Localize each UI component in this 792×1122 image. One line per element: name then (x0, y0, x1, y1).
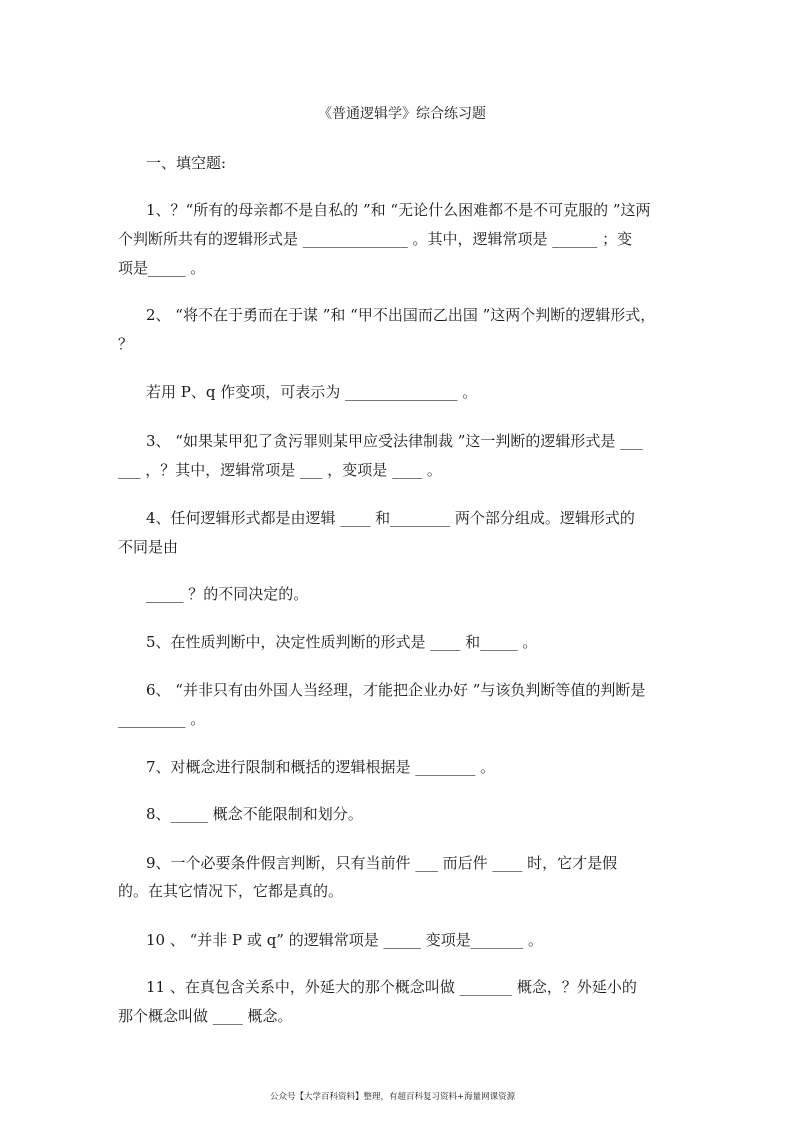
question-6-line-1: 6、 “并非只有由外国人当经理，才能把企业办好 ”与该负判断等值的判断是 (146, 681, 646, 699)
question-3-line-2: ___ ，？其中，逻辑常项是 ___ ，变项是 ____ 。 (118, 461, 442, 479)
question-6-line-2: _________ 。 (118, 710, 206, 728)
question-2-line-2: ？ (118, 335, 134, 353)
question-3-line-1: 3、 “如果某甲犯了贪污罪则某甲应受法律制裁 ”这一判断的逻辑形式是 ___ (146, 432, 643, 450)
question-4-line-3: _____ ？的不同决定的。 (146, 585, 309, 603)
section-heading: 一、填空题: (146, 154, 227, 172)
question-8-line-1: 8、_____ 概念不能限制和划分。 (146, 805, 363, 823)
question-10-line-1: 10 、 “并非 P 或 q” 的逻辑常项是 _____ 变项是_______ 。 (146, 931, 544, 949)
question-7-line-1: 7、对概念进行限制和概括的逻辑根据是 ________ 。 (146, 758, 496, 776)
question-4-line-1: 4、任何逻辑形式都是由逻辑 ____ 和________ 两个部分组成。逻辑形式的 (146, 509, 635, 527)
question-2-line-3: 若用 P、q 作变项，可表示为 _______________ 。 (146, 383, 478, 401)
question-4-line-2: 不同是由 (118, 538, 179, 556)
question-9-line-2: 的。在其它情况下，它都是真的。 (118, 882, 344, 900)
question-1-line-3: 项是_____ 。 (118, 259, 206, 277)
question-2-line-1: 2、 “将不在于勇而在于谋 ”和 “甲不出国而乙出国 ”这两个判断的逻辑形式， (146, 306, 656, 324)
page-footer: 公众号【大学百科资料】整理，有超百科复习资料+海量网课资源 (270, 1092, 516, 1102)
question-11-line-1: 11 、在真包含关系中，外延大的那个概念叫做 _______ 概念，？外延小的 (146, 978, 637, 996)
question-1-line-2: 个判断所共有的逻辑形式是 ______________ 。其中，逻辑常项是 ______ ；变 (118, 230, 633, 248)
question-5-line-1: 5、在性质判断中，决定性质判断的形式是 ____ 和_____ 。 (146, 633, 538, 651)
page-title: 《普通逻辑学》综合练习题 (318, 106, 486, 122)
question-11-line-2: 那个概念叫做 ____ 概念。 (118, 1007, 293, 1025)
question-1-line-1: 1、？“所有的母亲都不是自私的 ”和 “无论什么困难都不是不可克服的 ”这两 (146, 201, 651, 219)
question-9-line-1: 9、一个必要条件假言判断，只有当前件 ___ 而后件 ____ 时，它才是假 (146, 854, 618, 872)
